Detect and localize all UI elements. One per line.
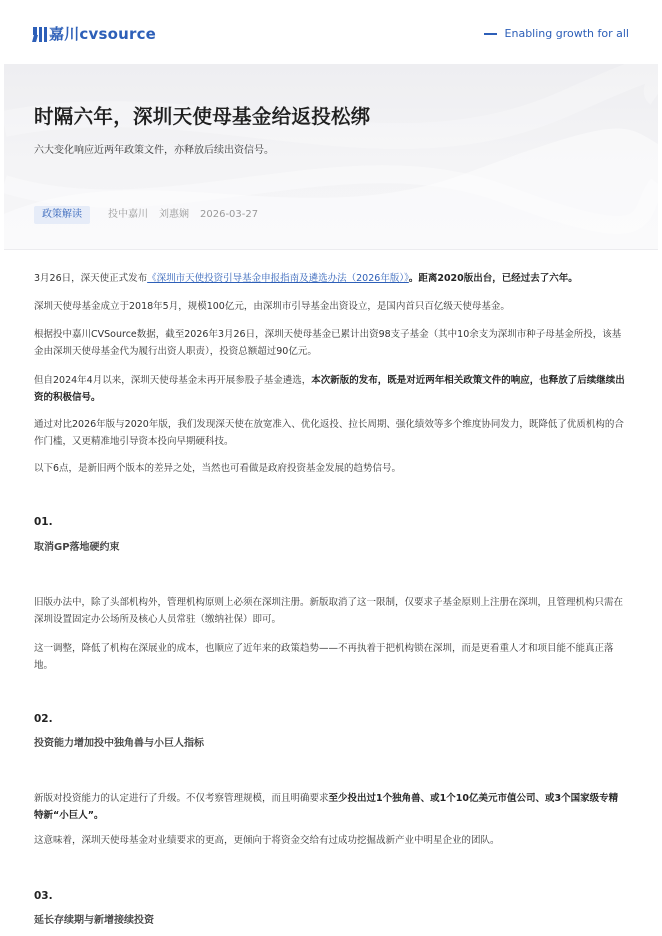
article-header <box>4 64 658 250</box>
article-date: 2026-03-27 <box>200 209 259 220</box>
intro-p1-text-a: 3月26日，深天使正式发布 <box>34 273 148 284</box>
article-source: 投中嘉川 <box>108 209 148 220</box>
section-1-paragraph-2: 这一调整，降低了机构在深展业的成本，也顺应了近年来的政策趋势——不再执着于把机构锁在深圳，而是更看重人才和项目能不能真正落地。 <box>34 643 614 671</box>
article-meta <box>34 206 269 224</box>
intro-paragraph-2: 深圳天使母基金成立于2018年5月，规模100亿元，由深圳市引导基金出资设立，是国内首只百亿级天使母基金。 <box>34 301 510 312</box>
intro-p4-text-a: 但自2024年4月以来，深圳天使母基金未再开展参股子基金遴选， <box>34 375 312 386</box>
section-2-paragraph-1 <box>34 790 626 824</box>
intro-p1-text-b: 。距离2020版出台，已经过去了六年。 <box>408 273 578 284</box>
intro-paragraph-3: 根据投中嘉川CVSource数据，截至2026年3月26日，深圳天使母基金已累计出资98支子基金（其中10余支为深圳市种子母基金所投，该基金由深圳天使母基金代为履行出资人职责），投资总额超过90亿元。 <box>34 329 622 357</box>
section-2-paragraph-2: 这意味着，深圳天使母基金对业绩要求的更高，更倾向于将资金交给有过成功挖掘战新产业中明星企业的团队。 <box>34 835 500 846</box>
section-3-number: 03. <box>34 890 53 902</box>
brand-logo[interactable] <box>33 24 156 44</box>
intro-paragraph-1 <box>34 270 626 287</box>
section-2-p1-text-a: 新版对投资能力的认定进行了升级。不仅考察管理规模，而且明确要求 <box>34 793 329 804</box>
intro-paragraph-5: 通过对比2026年版与2020年版，我们发现深天使在放宽准入、优化返投、拉长周期、强化绩效等多个维度协同发力，既降低了优质机构的合作门槛，又更精准地引导资本投向早期硬科技。 <box>34 419 624 447</box>
brand-tagline <box>484 27 629 41</box>
section-2-p1-text-bold: 至少投出过1个独角兽、或1个10亿美元市值公司、或3个国家级专精特新“小巨人”。 <box>34 793 619 821</box>
article-subtitle: 六大变化响应近两年政策文件，亦释放后续出资信号。 <box>34 145 274 156</box>
top-bar <box>0 0 662 64</box>
section-1-paragraph-1: 旧版办法中，除了头部机构外，管理机构原则上必须在深圳注册。新版取消了这一限制，仅要求子基金原则上注册在深圳，且管理机构只需在深圳设置固定办公场所及核心人员常驻（缴纳社保）即可。 <box>34 597 624 625</box>
section-1-title: 取消GP落地硬约束 <box>34 542 120 553</box>
intro-paragraph-6: 以下6点，是新旧两个版本的差异之处，当然也可看做是政府投资基金发展的趋势信号。 <box>34 463 402 474</box>
policy-document-link[interactable]: 《深圳市天使投资引导基金申报指南及遴选办法（2026年版）》 <box>147 273 409 284</box>
section-3-title: 延长存续期与新增接续投资 <box>34 915 154 926</box>
logo-text: 嘉川cvsource <box>49 25 157 43</box>
article-author: 刘惠娴 <box>159 209 189 220</box>
logo-mark-icon <box>33 26 47 43</box>
intro-paragraph-4 <box>34 372 626 406</box>
tagline-dash <box>484 33 497 35</box>
section-1-number: 01. <box>34 516 53 528</box>
intro-p4-text-bold: 本次新版的发布，既是对近两年相关政策文件的响应，也释放了后续继续出资的积极信号。 <box>34 375 625 403</box>
section-2-title: 投资能力增加投中独角兽与小巨人指标 <box>34 738 204 749</box>
category-tag[interactable]: 政策解读 <box>34 206 90 224</box>
tagline-text: Enabling growth for all <box>504 27 629 40</box>
section-2-number: 02. <box>34 713 53 725</box>
article-title: 时隔六年，深圳天使母基金给返投松绑 <box>34 105 371 128</box>
